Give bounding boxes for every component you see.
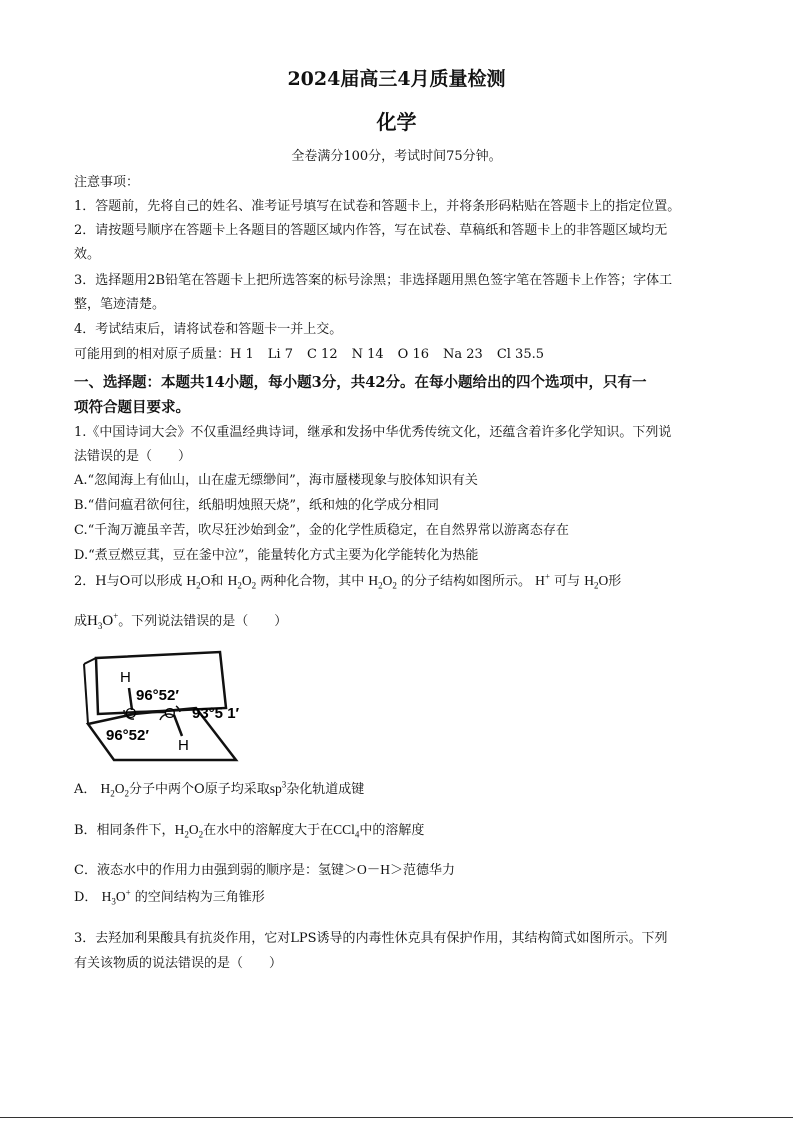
section-heading-cont: 项符合题目要求。 xyxy=(74,399,190,416)
text-fragment: 2 xyxy=(124,788,130,799)
text-fragment: H xyxy=(87,613,98,629)
mass-item: H 1 xyxy=(230,347,254,362)
text-fragment: H xyxy=(535,573,545,588)
formula-h2o2 xyxy=(368,573,397,591)
formula-h2o xyxy=(584,573,609,591)
text-fragment: 分子中两个O原子均采取 xyxy=(129,782,270,797)
diagram-dihedral-angle: 93°5 1′ xyxy=(192,705,240,722)
notice-item: 2．请按题号顺序在答题卡上各题目的答题区域内作答，写在试卷、草稿纸和答题卡上的非答题区域均无 xyxy=(74,223,668,238)
formula-h2o2 xyxy=(227,573,257,591)
q2-option-c xyxy=(74,861,455,880)
text-fragment: 中的溶解度 xyxy=(359,823,425,838)
text-fragment: ＞范德华力 xyxy=(389,863,455,878)
q2-option-d xyxy=(74,888,265,907)
text-fragment: 3 xyxy=(281,779,287,790)
notice-item: 整，笔迹清楚。 xyxy=(74,297,166,312)
mass-item: Li 7 xyxy=(267,347,293,362)
diagram-o-left: O xyxy=(125,705,137,722)
mass-item: Na 23 xyxy=(443,347,483,362)
text-fragment: H xyxy=(174,822,185,837)
q1-option-d: D.“煮豆燃豆萁，豆在釜中泣”，能量转化方式主要为化学能转化为热能 xyxy=(74,548,479,563)
text-fragment: 。下列说法错误的是（ ） xyxy=(118,614,288,629)
text-fragment: 2 xyxy=(198,829,204,840)
text-fragment: 2 xyxy=(184,829,189,840)
text-fragment: H xyxy=(368,573,379,588)
text-fragment: 2．H与O可以形成 xyxy=(74,574,183,589)
text-fragment: H xyxy=(227,573,238,588)
notice-item: 3．选择题用2B铅笔在答题卡上把所选答案的标号涂黑；非选择题用黑色签字笔在答题卡上作答；字体工 xyxy=(74,273,673,288)
text-fragment: + xyxy=(113,611,119,621)
text-fragment: O xyxy=(200,573,211,588)
text-fragment: 形 xyxy=(608,574,622,589)
text-fragment: 的分子结构如图所示。 xyxy=(401,574,532,589)
text-fragment: H xyxy=(186,573,197,588)
notice-item: 1．答题前，先将自己的姓名、准考证号填写在试卷和答题卡上，并将条形码粘贴在答题卡上的指定位置。 xyxy=(74,199,681,214)
text-fragment: CCl xyxy=(333,822,355,837)
text-fragment: O xyxy=(598,573,609,588)
formula-h3o-plus xyxy=(101,887,131,907)
text-fragment: 的空间结构为三角锥形 xyxy=(134,890,265,905)
text-fragment: 杂化轨道成键 xyxy=(286,782,365,797)
q2-option-a xyxy=(74,780,364,799)
text-fragment: H xyxy=(584,573,595,588)
formula-h2o xyxy=(186,573,211,591)
q2-option-b xyxy=(74,821,424,840)
formula-h3o-plus xyxy=(87,613,118,629)
q1-stem: 1.《中国诗词大会》不仅重温经典诗词，继承和发扬中华优秀传统文化，还蕴含着许多化学知识。下列说 xyxy=(74,425,672,440)
formula-ccl4 xyxy=(333,822,360,840)
notice-item: 效。 xyxy=(74,247,101,262)
text-fragment: A． xyxy=(74,782,97,797)
diagram-angle-top: 96°52′ xyxy=(136,687,179,704)
page-title: 2024届高三4月质量检测 xyxy=(287,68,506,90)
mass-item: N 14 xyxy=(351,347,384,362)
formula-h-plus xyxy=(535,573,550,588)
diagram-h-bottom: H xyxy=(178,737,189,754)
text-fragment: D． xyxy=(74,890,98,905)
text-fragment: 2 xyxy=(237,580,242,591)
text-fragment: + xyxy=(544,571,550,582)
text-fragment: O xyxy=(188,822,199,837)
mass-item: Cl 35.5 xyxy=(496,347,544,362)
notice-heading: 注意事项： xyxy=(74,175,140,190)
mass-item: C 12 xyxy=(306,347,338,362)
text-fragment: 2 xyxy=(378,580,383,591)
q1-option-c: C.“千淘万漉虽辛苦，吹尽狂沙始到金”，金的化学性质稳定，在自然界常以游离态存在 xyxy=(74,523,569,538)
text-fragment: 3 xyxy=(97,621,103,631)
q3-stem-cont: 有关该物质的说法错误的是（ ） xyxy=(74,956,283,971)
q2-stem-cont xyxy=(74,612,287,631)
text-fragment: 2 xyxy=(196,580,201,591)
subject-title: 化学 xyxy=(376,110,417,134)
text-fragment: 2 xyxy=(594,580,599,591)
section-heading: 一、选择题：本题共14小题，每小题3分，共42分。在每小题给出的四个选项中，只有一 xyxy=(74,374,647,391)
formula-h2o2 xyxy=(100,781,130,799)
text-fragment: + xyxy=(125,887,131,898)
diagram-h-top: H xyxy=(120,669,131,686)
text-fragment: 2 xyxy=(392,580,397,591)
text-fragment: O xyxy=(241,573,252,588)
formula xyxy=(270,781,287,796)
q1-option-a: A.“忽闻海上有仙山，山在虚无缥缈间”，海市蜃楼现象与胶体知识有关 xyxy=(74,473,478,488)
text-fragment: H xyxy=(100,781,111,796)
diagram-angle-bottom: 96°52′ xyxy=(106,727,149,744)
text-fragment: O xyxy=(102,613,114,629)
q3-stem: 3．去羟加利果酸具有抗炎作用，它对LPS诱导的内毒性休克具有保护作用，其结构简式如图所示。下列 xyxy=(74,931,668,946)
text-fragment: 4 xyxy=(354,829,360,840)
text-fragment: 两种化合物，其中 xyxy=(260,574,365,589)
text-fragment: C．液态水中的作用力由强到弱的顺序是：氢键＞ xyxy=(74,863,357,878)
text-fragment: 2 xyxy=(110,788,115,799)
exam-info: 全卷满分100分，考试时间75分钟。 xyxy=(291,149,502,164)
text-fragment: O xyxy=(114,781,125,796)
q1-option-b: B.“借问瘟君欲何往，纸船明烛照天烧”，纸和烛的化学成分相同 xyxy=(74,498,439,513)
text-fragment: O xyxy=(115,889,126,904)
atomic-masses xyxy=(74,346,544,364)
text-fragment: 成 xyxy=(74,614,88,629)
notice-item: 4．考试结束后，请将试卷和答题卡一并上交。 xyxy=(74,322,343,337)
q1-stem-cont: 法错误的是（ ） xyxy=(74,449,192,464)
text-fragment: O xyxy=(382,573,393,588)
text-fragment: 在水中的溶解度大于在 xyxy=(203,823,334,838)
text-fragment: 和 xyxy=(210,574,224,589)
text-fragment: H xyxy=(101,889,112,904)
q2-stem xyxy=(74,572,621,591)
mass-item: O 16 xyxy=(397,347,429,362)
text-fragment: 可与 xyxy=(554,574,581,589)
text-fragment: 2 xyxy=(251,580,257,591)
diagram-o-right: O xyxy=(164,705,176,722)
text-fragment: sp xyxy=(269,781,282,796)
text-fragment: O－H xyxy=(356,862,390,877)
atomic-masses-label: 可能用到的相对原子质量： xyxy=(74,347,231,362)
h2o2-structure-diagram xyxy=(74,648,246,768)
text-fragment: B．相同条件下， xyxy=(74,823,175,838)
formula-h2o2 xyxy=(174,822,204,840)
page-bottom-rule xyxy=(0,1117,793,1118)
text-fragment: 3 xyxy=(111,896,116,907)
